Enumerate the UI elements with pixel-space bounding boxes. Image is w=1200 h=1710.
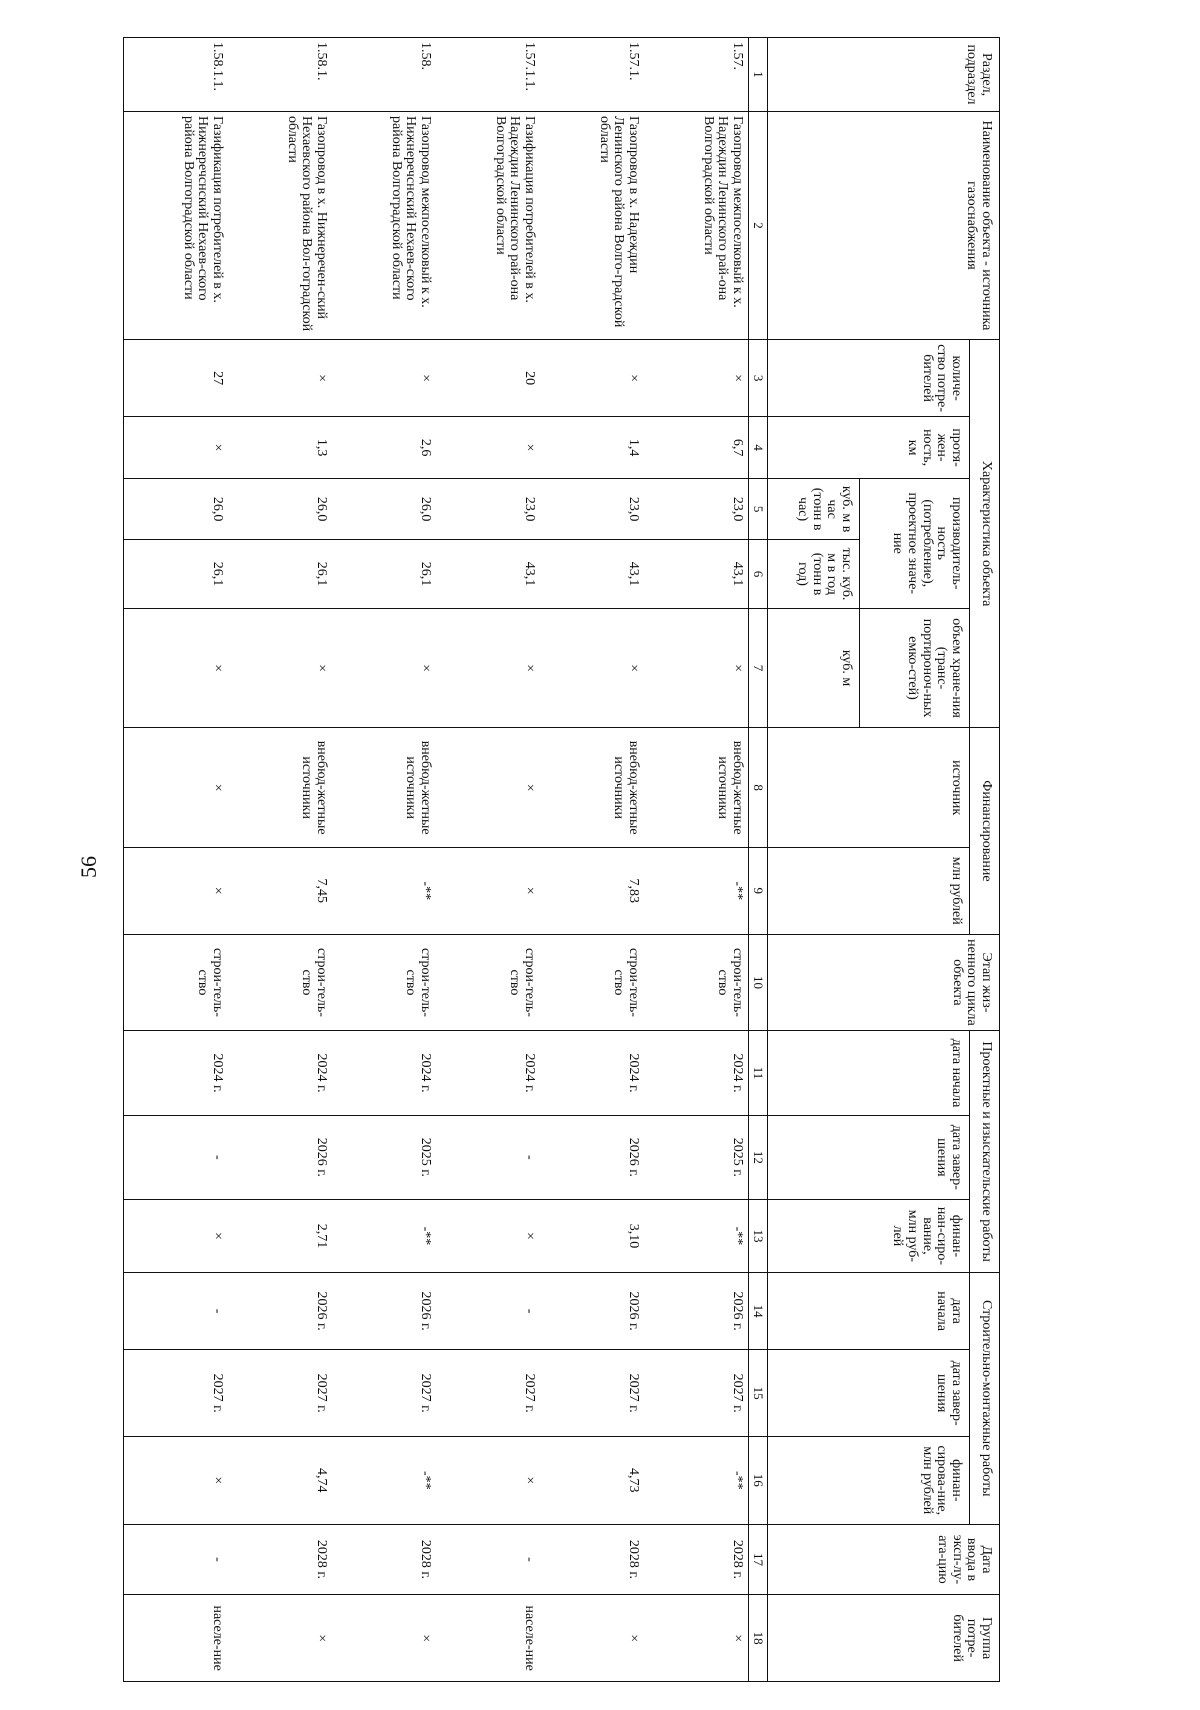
consumers-cell: ×	[540, 339, 644, 416]
header-group: Группа потре-бителей	[768, 1595, 1000, 1682]
header-fin-amount: млн рублей	[768, 847, 970, 934]
capacity-hour-cell: 23,0	[644, 478, 749, 540]
storage-cell: ×	[124, 608, 229, 728]
column-numbers-row	[749, 38, 768, 1682]
fin-amount-cell: -**	[644, 847, 749, 934]
design-end-cell: 2026 г.	[228, 1115, 332, 1199]
header-lifecycle: Этап жиз-ненного цикла объекта	[768, 934, 1000, 1031]
capacity-year-cell: 26,1	[228, 540, 332, 608]
design-end-cell: 2025 г.	[332, 1115, 436, 1199]
header-constr-start: дата начала	[768, 1272, 970, 1349]
header-capacity-hour: куб. м в час (тонн в час)	[768, 478, 860, 540]
length-cell: ×	[436, 417, 540, 479]
design-fin-cell: ×	[436, 1199, 540, 1272]
section-cell: 1.57.	[644, 38, 749, 112]
fin-amount-cell: 7,83	[540, 847, 644, 934]
column-number: 10	[749, 934, 768, 1031]
length-cell: 1,4	[540, 417, 644, 479]
capacity-year-cell: 43,1	[644, 540, 749, 608]
table-row	[332, 38, 436, 1682]
fin-source-cell: ×	[436, 728, 540, 848]
column-number: 16	[749, 1436, 768, 1524]
column-number: 8	[749, 728, 768, 848]
constr-start-cell: -	[436, 1272, 540, 1349]
header-storage: объем хране-ния (транс-портироноч-ных емко-стей)	[860, 608, 970, 728]
fin-source-cell: внебюд-жетные источники	[644, 728, 749, 848]
object-name-cell: Газопровод межпоселковый к х. Нижнеречснский Нехаев-ского района Волгоградской области	[332, 112, 436, 340]
commission-date-cell: -	[124, 1524, 229, 1595]
constr-fin-cell: 4,74	[228, 1436, 332, 1524]
column-number: 9	[749, 847, 768, 934]
commission-date-cell: 2028 г.	[540, 1524, 644, 1595]
constr-start-cell: 2026 г.	[644, 1272, 749, 1349]
lifecycle-stage-cell: строи-тель-ство	[644, 934, 749, 1031]
column-number: 18	[749, 1595, 768, 1682]
capacity-hour-cell: 26,0	[228, 478, 332, 540]
column-number: 2	[749, 112, 768, 340]
storage-cell: ×	[228, 608, 332, 728]
column-number: 15	[749, 1350, 768, 1437]
column-number: 6	[749, 540, 768, 608]
fin-source-cell: внебюд-жетные источники	[228, 728, 332, 848]
header-capacity: производитель-ность (потребление), проектное значе-ние	[860, 478, 970, 608]
constr-end-cell: 2027 г.	[436, 1350, 540, 1437]
constr-start-cell: -	[124, 1272, 229, 1349]
constr-end-cell: 2027 г.	[332, 1350, 436, 1437]
length-cell: 2,6	[332, 417, 436, 479]
constr-fin-cell: -**	[332, 1436, 436, 1524]
header-characteristics: Характеристика объекта	[970, 339, 1000, 727]
constr-fin-cell: 4,73	[540, 1436, 644, 1524]
lifecycle-stage-cell: строи-тель-ство	[332, 934, 436, 1031]
consumers-cell: 20	[436, 339, 540, 416]
column-number: 17	[749, 1524, 768, 1595]
column-number: 11	[749, 1031, 768, 1115]
column-number: 1	[749, 38, 768, 112]
design-end-cell: 2026 г.	[540, 1115, 644, 1199]
storage-cell: ×	[436, 608, 540, 728]
length-cell: 1,3	[228, 417, 332, 479]
consumers-cell: ×	[332, 339, 436, 416]
section-cell: 1.58.	[332, 38, 436, 112]
capacity-hour-cell: 23,0	[540, 478, 644, 540]
storage-cell: ×	[332, 608, 436, 728]
header-storage-unit: куб. м	[768, 608, 860, 728]
section-cell: 1.58.1.	[228, 38, 332, 112]
constr-fin-cell: ×	[436, 1436, 540, 1524]
object-name-cell: Газопровод межпоселковый к х. Надеждин Ленинского рай-она Волгоградской области	[644, 112, 749, 340]
capacity-year-cell: 43,1	[436, 540, 540, 608]
design-fin-cell: ×	[124, 1199, 229, 1272]
design-start-cell: 2024 г.	[644, 1031, 749, 1115]
capacity-year-cell: 26,1	[124, 540, 229, 608]
header-name: Наименование объекта - источника газоснабжения	[768, 112, 1000, 340]
table-row	[436, 38, 540, 1682]
length-cell: ×	[124, 417, 229, 479]
commission-date-cell: 2028 г.	[228, 1524, 332, 1595]
header-design-fin: финан-нан-сиро-вание, млн руб-лей	[768, 1199, 970, 1272]
constr-end-cell: 2027 г.	[228, 1350, 332, 1437]
header-fin-source: источник	[768, 728, 970, 848]
table-row	[644, 38, 749, 1682]
object-name-cell: Газопровод в х. Надеждин Ленинского района Волго-градской области	[540, 112, 644, 340]
table-row	[540, 38, 644, 1682]
rotated-table-container	[170, 37, 1000, 1682]
constr-fin-cell: -**	[644, 1436, 749, 1524]
length-cell: 6,7	[644, 417, 749, 479]
fin-source-cell: внебюд-жетные источники	[332, 728, 436, 848]
consumers-cell: ×	[228, 339, 332, 416]
header-length: протя-жен-ность, км	[768, 417, 970, 479]
lifecycle-stage-cell: строи-тель-ство	[124, 934, 229, 1031]
design-start-cell: 2024 г.	[124, 1031, 229, 1115]
storage-cell: ×	[644, 608, 749, 728]
header-design-end: дата завер-шения	[768, 1115, 970, 1199]
capacity-hour-cell: 26,0	[124, 478, 229, 540]
design-fin-cell: -**	[644, 1199, 749, 1272]
commission-date-cell: 2028 г.	[644, 1524, 749, 1595]
section-cell: 1.57.1.1.	[436, 38, 540, 112]
constr-start-cell: 2026 г.	[332, 1272, 436, 1349]
table-row	[124, 38, 229, 1682]
constr-end-cell: 2027 г.	[644, 1350, 749, 1437]
section-cell: 1.57.1.	[540, 38, 644, 112]
commission-date-cell: -	[436, 1524, 540, 1595]
design-end-cell: -	[124, 1115, 229, 1199]
design-start-cell: 2024 г.	[332, 1031, 436, 1115]
header-construction: Строительно-монтажные работы	[970, 1272, 1000, 1524]
consumer-group-cell: ×	[540, 1595, 644, 1682]
header-design-start: дата начала	[768, 1031, 970, 1115]
consumer-group-cell: ×	[228, 1595, 332, 1682]
constr-start-cell: 2026 г.	[540, 1272, 644, 1349]
fin-source-cell: ×	[124, 728, 229, 848]
design-end-cell: -	[436, 1115, 540, 1199]
capacity-hour-cell: 23,0	[436, 478, 540, 540]
column-number: 13	[749, 1199, 768, 1272]
lifecycle-stage-cell: строи-тель-ство	[540, 934, 644, 1031]
constr-fin-cell: ×	[124, 1436, 229, 1524]
design-start-cell: 2024 г.	[540, 1031, 644, 1115]
object-name-cell: Газификация потребителей в х. Нижнеречснский Нехаев-ского района Волгоградской области	[124, 112, 229, 340]
capacity-year-cell: 26,1	[332, 540, 436, 608]
column-number: 4	[749, 417, 768, 479]
header-design: Проектные и изыскательские работы	[970, 1031, 1000, 1273]
column-number: 12	[749, 1115, 768, 1199]
design-start-cell: 2024 г.	[228, 1031, 332, 1115]
column-number: 7	[749, 608, 768, 728]
commission-date-cell: 2028 г.	[332, 1524, 436, 1595]
design-end-cell: 2025 г.	[644, 1115, 749, 1199]
section-cell: 1.58.1.1.	[124, 38, 229, 112]
table-row	[228, 38, 332, 1682]
column-number: 3	[749, 339, 768, 416]
consumer-group-cell: ×	[644, 1595, 749, 1682]
column-number: 5	[749, 478, 768, 540]
header-constr-end: дата завер-шения	[768, 1350, 970, 1437]
constr-end-cell: 2027 г.	[124, 1350, 229, 1437]
page-number: 56	[76, 856, 101, 878]
storage-cell: ×	[540, 608, 644, 728]
design-start-cell: 2024 г.	[436, 1031, 540, 1115]
fin-amount-cell: 7,45	[228, 847, 332, 934]
gas-supply-table	[123, 37, 1000, 1682]
consumers-cell: ×	[644, 339, 749, 416]
object-name-cell: Газификация потребителей в х. Надеждин Ленинского рай-она Волгоградской области	[436, 112, 540, 340]
object-name-cell: Газопровод в х. Нижнеречен-ский Нехаевского района Вол-гоградской области	[228, 112, 332, 340]
header-financing: Финансирование	[970, 728, 1000, 934]
fin-amount-cell: -**	[332, 847, 436, 934]
consumer-group-cell: населе-ние	[436, 1595, 540, 1682]
lifecycle-stage-cell: строи-тель-ство	[228, 934, 332, 1031]
fin-amount-cell: ×	[124, 847, 229, 934]
consumer-group-cell: населе-ние	[124, 1595, 229, 1682]
column-number: 14	[749, 1272, 768, 1349]
consumer-group-cell: ×	[332, 1595, 436, 1682]
design-fin-cell: 2,71	[228, 1199, 332, 1272]
consumers-cell: 27	[124, 339, 229, 416]
constr-end-cell: 2027 г.	[540, 1350, 644, 1437]
lifecycle-stage-cell: строи-тель-ство	[436, 934, 540, 1031]
header-commission: Дата ввода в эксп-лу-ата-цию	[768, 1524, 1000, 1595]
header-consumers-count: количе-ство потре-бителей	[768, 339, 970, 416]
header-constr-fin: финан-сирова-ние, млн рублей	[768, 1436, 970, 1524]
fin-source-cell: внебюд-жетные источники	[540, 728, 644, 848]
design-fin-cell: -**	[332, 1199, 436, 1272]
constr-start-cell: 2026 г.	[228, 1272, 332, 1349]
fin-amount-cell: ×	[436, 847, 540, 934]
header-capacity-year: тыс. куб. м в год (тонн в год)	[768, 540, 860, 608]
design-fin-cell: 3,10	[540, 1199, 644, 1272]
capacity-hour-cell: 26,0	[332, 478, 436, 540]
capacity-year-cell: 43,1	[540, 540, 644, 608]
header-section: Раздел, подраздел	[768, 38, 1000, 112]
